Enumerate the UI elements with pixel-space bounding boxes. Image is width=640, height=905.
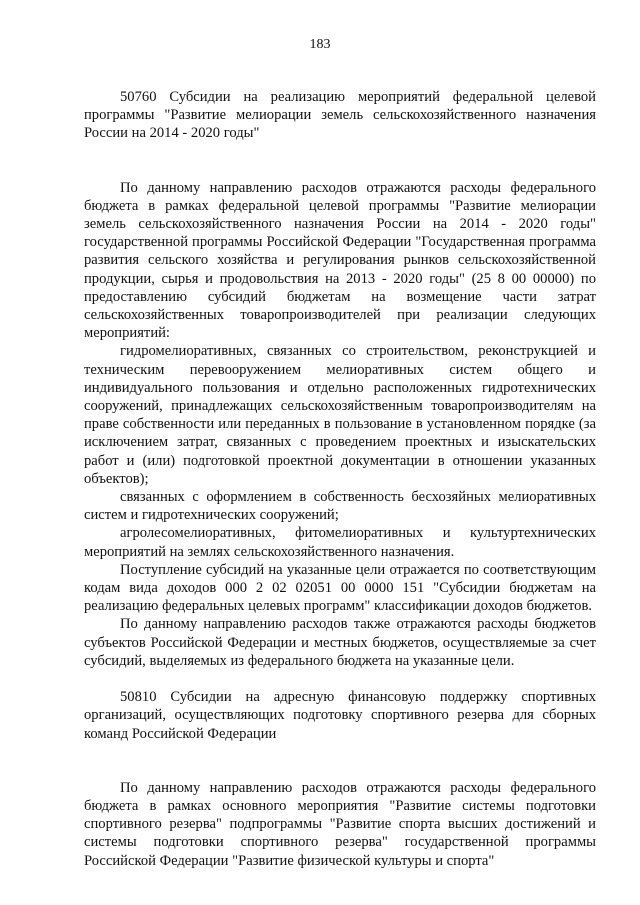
spacer	[84, 761, 596, 779]
paragraph: гидромелиоративных, связанных со строительством, реконструкцией и техническим перевооружением мелиоративных систем общего и индивидуального пользования и отдельно расположенных гидротехнических сооружений, принадлежащих сельскохозяйственным товаропроизводителям на праве собственности или переданных в пользование в установленном порядке (за исключением затрат, связанных с проведением проектных и изыскательских работ и (или) подготовкой проектной документации в отношении указанных объектов);	[84, 343, 596, 487]
paragraph: По данному направлению расходов отражаются расходы федерального бюджета в рамках федеральной целевой программы "Развитие мелиорации земель сельскохозяйственного назначения России на 2014 - 2020 годы" государственной программы Российской Федерации "Государственная программа развития сельского хозяйства и регулирования рынков сельскохозяйственной продукции, сырья и продовольствия на 2013 - 2020 годы" (25 8 00 00000) по предоставлению субсидий бюджетам на возмещение части затрат сельскохозяйственных товаропроизводителей при реализации следующих мероприятий:	[84, 179, 596, 342]
spacer	[84, 743, 596, 761]
page-number: 183	[309, 37, 331, 52]
paragraph: связанных с оформлением в собственность бесхозяйных мелиоративных систем и гидротехнических сооружений;	[84, 489, 596, 524]
section-heading-50810: 50810 Субсидии на адресную финансовую поддержку спортивных организаций, осуществляющих подготовку спортивного резерва для сборных команд Российской Федерации	[84, 689, 596, 742]
spacer	[84, 670, 596, 688]
document-body	[84, 88, 596, 870]
spacer	[84, 143, 596, 161]
paragraph: По данному направлению расходов также отражаются расходы бюджетов субъектов Российской Федерации и местных бюджетов, осуществляемые за счет субсидий, выделяемых из федерального бюджета на указанные цели.	[84, 616, 596, 669]
paragraph: агролесомелиоративных, фитомелиоративных и культуртехнических мероприятий на землях сельскохозяйственного назначения.	[84, 525, 596, 560]
spacer	[84, 161, 596, 179]
paragraph: По данному направлению расходов отражаются расходы федерального бюджета в рамках основного мероприятия "Развитие системы подготовки спортивного резерва" подпрограммы "Развитие спорта высших достижений и системы подготовки спортивного резерва" государственной программы Российской Федерации "Развитие физической культуры и спорта"	[84, 779, 596, 869]
section-heading-50760: 50760 Субсидии на реализацию мероприятий федеральной целевой программы "Развитие мелиорации земель сельскохозяйственного назначения России на 2014 - 2020 годы"	[84, 89, 596, 142]
paragraph: Поступление субсидий на указанные цели отражается по соответствующим кодам вида доходов 000 2 02 02051 00 0000 151 "Субсидии бюджетам на реализацию федеральных целевых программ" классификации доходов бюджетов.	[84, 561, 596, 615]
